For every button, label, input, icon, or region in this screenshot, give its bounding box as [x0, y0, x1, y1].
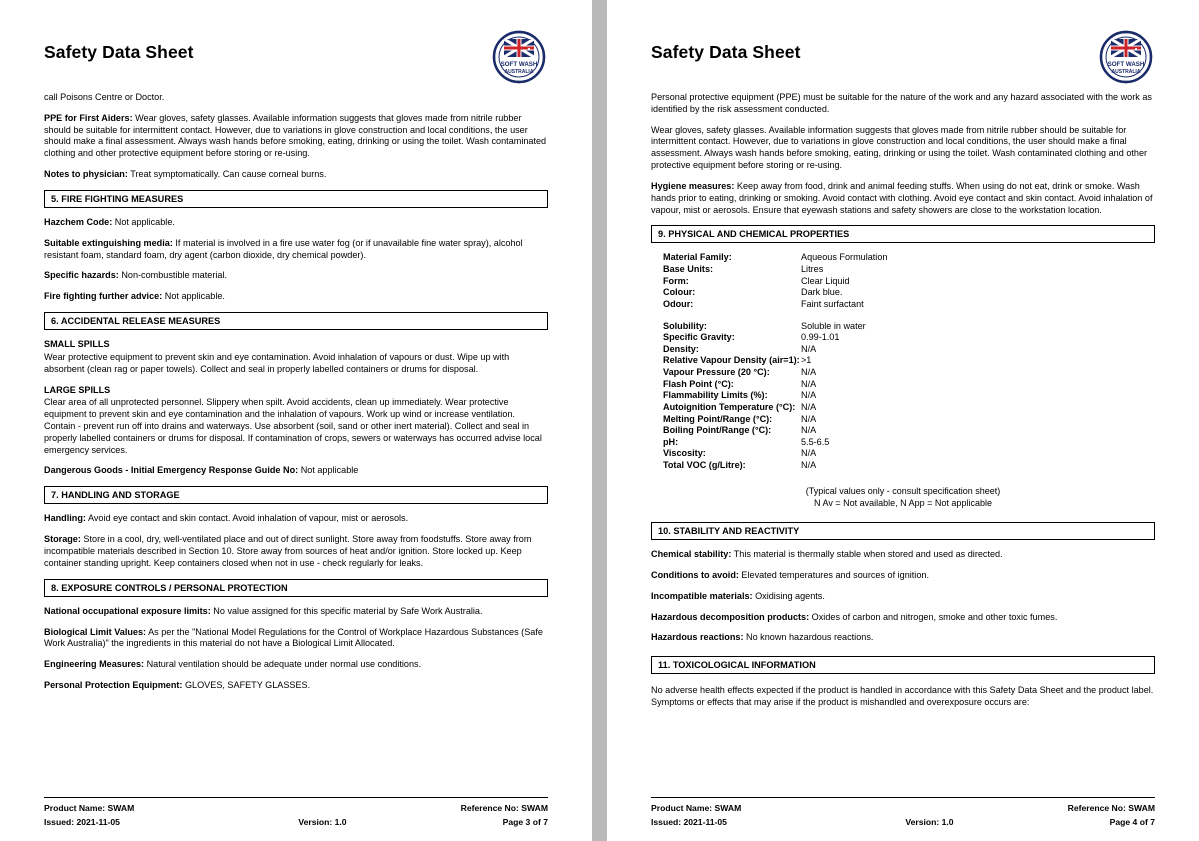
table-spacer — [663, 311, 1155, 321]
page-footer — [44, 797, 548, 829]
physical-properties-table — [663, 252, 1155, 471]
notes-to-physician-paragraph — [44, 169, 548, 181]
page-header — [44, 34, 548, 92]
svg-text:SOFT WASH: SOFT WASH — [1107, 61, 1145, 68]
property-value: N/A — [801, 448, 817, 459]
ppe-first-aiders-label: PPE for First Aiders: — [44, 112, 133, 123]
fire-advice-text: Not applicable. — [162, 291, 225, 302]
section-heading-10: 10. STABILITY AND REACTIVITY — [651, 522, 1155, 540]
property-value: N/A — [801, 378, 817, 389]
footer-reference-no: Reference No: SWAM — [1067, 803, 1155, 814]
property-key: Boiling Point/Range (°C): — [663, 425, 772, 436]
page-footer — [651, 797, 1155, 829]
decomposition-products-text: Oxides of carbon and nitrogen, smoke and other toxic fumes. — [809, 611, 1058, 622]
storage-label: Storage: — [44, 534, 81, 545]
property-value: N/A — [801, 413, 817, 424]
engineering-measures-text: Natural ventilation should be adequate under normal use conditions. — [144, 659, 422, 670]
svg-text:AUSTRALIA: AUSTRALIA — [1111, 69, 1141, 75]
chemical-stability-label: Chemical stability: — [651, 549, 732, 560]
storage-paragraph — [44, 534, 548, 569]
page-body — [651, 92, 1155, 709]
property-value: >1 — [801, 355, 812, 366]
biological-limit-label: Biological Limit Values: — [44, 626, 147, 637]
extinguishing-media-paragraph — [44, 238, 548, 262]
table-row — [663, 355, 1155, 367]
property-value: Clear Liquid — [801, 275, 850, 286]
gloves-advice-text: Wear gloves, safety glasses. Available information suggests that gloves made from nitrile rubber should be suitable for intermittent contact. However, due to variations in glove construction and local conditions, the user should make a final assessment. Always wash hands before smoking, eating, drinking or using the toilet. Wash contaminated clothing and other protective equipment before storing or re-using. — [651, 124, 1148, 171]
footer-product-name: Product Name: SWAM — [44, 803, 135, 814]
section-heading-11: 11. TOXICOLOGICAL INFORMATION — [651, 656, 1155, 674]
notes-to-physician-text: Treat symptomatically. Can cause corneal burns. — [127, 169, 327, 180]
specific-hazards-label: Specific hazards: — [44, 270, 119, 281]
ppe-first-aiders-text: Wear gloves, safety glasses. Available information suggests that gloves made from nitrile rubber should be suitable for intermittent contact. However, due to variations in glove construction and local conditions, the user should make a final assessment. Always wash hands before smoking, eating, drinking or using the toilet. Wash contaminated clothing and other protective equipment before storing or re-using. — [44, 112, 547, 159]
toxicological-text: No adverse health effects expected if the product is handled in accordance with this Safety Data Sheet and the product label. Symptoms or effects that may arise if the product is mishandled and overexposure occurs are: — [651, 685, 1154, 708]
table-row — [663, 252, 1155, 264]
footer-row-bottom — [44, 816, 548, 829]
table-row — [663, 390, 1155, 402]
property-key: Material Family: — [663, 252, 732, 263]
small-spills-text: Wear protective equipment to prevent skin and eye contamination. Avoid inhalation of vapours or dust. Wipe up with absorbent (clean rag or paper towels). Collect and seal in properly labelled containers or drums for disposal. — [44, 351, 510, 374]
occupational-exposure-paragraph — [44, 606, 548, 618]
property-key: Specific Gravity: — [663, 332, 735, 343]
decomposition-products-label: Hazardous decomposition products: — [651, 611, 810, 622]
page-body — [44, 92, 548, 692]
hygiene-measures-text: Keep away from food, drink and animal feeding stuffs. When using do not eat, drink or smoke. Wash hands prior to eating, drinking or smoking. Avoid contact with clothing. Avoid eye contact and skin contact. Avoid inhalation of vapour, mist or aerosols. Ensure that eyewash stations and safety showers are close to the workstation location. — [651, 180, 1153, 215]
personal-protection-equipment-label: Personal Protection Equipment: — [44, 680, 183, 690]
section-heading-7: 7. HANDLING AND STORAGE — [44, 486, 548, 504]
specific-hazards-text: Non-combustible material. — [118, 270, 227, 281]
property-key: Autoignition Temperature (°C): — [663, 401, 796, 412]
hazardous-reactions-paragraph — [651, 632, 1155, 644]
incompatible-materials-text: Oxidising agents. — [752, 590, 825, 601]
table-row — [663, 448, 1155, 460]
handling-text: Avoid eye contact and skin contact. Avoid inhalation of vapour, mist or aerosols. — [85, 513, 409, 524]
hazchem-paragraph — [44, 217, 548, 229]
property-key: Relative Vapour Density (air=1): — [663, 355, 800, 366]
biological-limit-paragraph — [44, 627, 548, 651]
property-value: Aqueous Formulation — [801, 252, 888, 263]
table-row — [663, 287, 1155, 299]
footer-reference-no: Reference No: SWAM — [460, 803, 548, 814]
property-value: N/A — [801, 343, 817, 354]
specific-hazards-paragraph — [44, 270, 548, 282]
page-gutter — [592, 0, 607, 841]
svg-text:SOFT WASH: SOFT WASH — [500, 61, 538, 68]
conditions-to-avoid-label: Conditions to avoid: — [651, 569, 739, 580]
footer-issued: Issued: 2021-11-05 — [651, 816, 727, 827]
table-row — [663, 414, 1155, 426]
property-key: Form: — [663, 275, 689, 286]
table-row — [663, 321, 1155, 333]
property-key: Flash Point (°C): — [663, 378, 734, 389]
property-value: Litres — [801, 264, 824, 275]
dangerous-goods-guide-text: Not applicable — [298, 465, 359, 476]
occupational-exposure-text: No value assigned for this specific material by Safe Work Australia. — [210, 605, 483, 616]
footer-version: Version: 1.0 — [298, 816, 347, 827]
property-value: N/A — [801, 460, 817, 471]
dangerous-goods-guide-label: Dangerous Goods - Initial Emergency Response Guide No: — [44, 465, 299, 476]
section-heading-9: 9. PHYSICAL AND CHEMICAL PROPERTIES — [651, 225, 1155, 243]
incompatible-materials-paragraph — [651, 591, 1155, 603]
storage-text: Store in a cool, dry, well-ventilated place and out of direct sunlight. Store away from foodstuffs. Store away from incompatible materials described in Section 10. Store away from sources of heat and/or ignition. Store locked up. Keep container standing upright. Keep containers closed when not in use - check regularly for leaks. — [44, 534, 532, 568]
property-value: N/A — [801, 401, 817, 412]
engineering-measures-label: Engineering Measures: — [44, 659, 145, 670]
table-row — [663, 299, 1155, 311]
hazardous-reactions-text: No known hazardous reactions. — [743, 632, 874, 643]
personal-protection-equipment-paragraph — [44, 680, 548, 692]
section-heading-5: 5. FIRE FIGHTING MEASURES — [44, 190, 548, 208]
page-header — [651, 34, 1155, 92]
property-value: 5.5-6.5 — [801, 436, 830, 447]
notes-to-physician-label: Notes to physician: — [44, 169, 128, 180]
fire-advice-label: Fire fighting further advice: — [44, 291, 163, 302]
ppe-requirement-text: Personal protective equipment (PPE) must be suitable for the nature of the work and any hazard associated with the work as identified by the risk assessment conducted. — [651, 92, 1152, 114]
large-spills-text: Clear area of all unprotected personnel. Slippery when spilt. Avoid accidents, clean up immediately. Wear protective equipment to prevent skin and eye contamination and the inhalation of vapours. Work up wind or increase ventilation. Contain - prevent run off into drains and waterways. Use absorbent (soil, sand or other inert material). Collect and seal in properly labelled containers or drums for disposal. If contamination of crops, sewers or waterways has occurred advise local emergency services. — [44, 397, 542, 455]
property-value: N/A — [801, 390, 817, 401]
table-row — [663, 264, 1155, 276]
fire-advice-paragraph — [44, 291, 548, 303]
table-row — [663, 460, 1155, 472]
table-row — [663, 402, 1155, 414]
properties-note-line2: N Av = Not available, N App = Not applicable — [814, 497, 992, 508]
handling-paragraph — [44, 513, 548, 525]
property-value: Dark blue. — [801, 287, 843, 298]
large-spills-heading: LARGE SPILLS — [44, 384, 111, 395]
small-spills-heading: SMALL SPILLS — [44, 339, 110, 350]
hazchem-label: Hazchem Code: — [44, 216, 113, 227]
property-value: Faint surfactant — [801, 298, 864, 309]
hygiene-measures-label: Hygiene measures: — [651, 180, 735, 191]
table-row — [663, 276, 1155, 288]
table-row — [663, 367, 1155, 379]
property-value: Soluble in water — [801, 320, 866, 331]
property-key: Colour: — [663, 287, 696, 298]
footer-product-name: Product Name: SWAM — [651, 803, 742, 814]
extinguishing-media-label: Suitable extinguishing media: — [44, 237, 173, 248]
properties-note-line1: (Typical values only - consult specification sheet) — [805, 485, 1001, 496]
svg-text:AUSTRALIA: AUSTRALIA — [504, 69, 534, 75]
properties-note — [651, 485, 1155, 509]
personal-protection-equipment-text: GLOVES, SAFETY GLASSES. — [182, 680, 311, 690]
hazchem-text: Not applicable. — [112, 216, 175, 227]
biological-limit-text: As per the "National Model Regulations for the Control of Workplace Hazardous Substances (Safe Work Australia)" the ingredients in this material do not have a Biological Limit Allocated. — [44, 626, 543, 649]
table-row — [663, 425, 1155, 437]
table-row — [663, 379, 1155, 391]
page-title: Safety Data Sheet — [651, 42, 801, 62]
property-key: Base Units: — [663, 264, 714, 275]
footer-page-number: Page 4 of 7 — [1109, 816, 1155, 827]
table-row — [663, 344, 1155, 356]
intro-text: call Poisons Centre or Doctor. — [44, 92, 165, 102]
property-key: Vapour Pressure (20 °C): — [663, 367, 770, 378]
soft-wash-australia-logo-icon — [492, 30, 546, 84]
property-value: N/A — [801, 367, 817, 378]
property-key: Flammability Limits (%): — [663, 390, 768, 401]
property-key: Total VOC (g/Litre): — [663, 460, 746, 471]
soft-wash-australia-logo-icon — [1099, 30, 1153, 84]
occupational-exposure-label: National occupational exposure limits: — [44, 605, 211, 616]
footer-row-top — [44, 802, 548, 815]
chemical-stability-text: This material is thermally stable when stored and used as directed. — [731, 549, 1003, 560]
table-row — [663, 437, 1155, 449]
footer-page-number: Page 3 of 7 — [502, 816, 548, 827]
footer-row-bottom — [651, 816, 1155, 829]
page-4 — [607, 0, 1199, 841]
handling-label: Handling: — [44, 513, 86, 524]
ppe-first-aiders-paragraph — [44, 113, 548, 160]
property-key: Melting Point/Range (°C): — [663, 413, 773, 424]
incompatible-materials-label: Incompatible materials: — [651, 590, 753, 601]
engineering-measures-paragraph — [44, 659, 548, 671]
extinguishing-media-text: If material is involved in a fire use water fog (or if unavailable fine water spray), alcohol resistant foam, standard foam, dry agent (carbon dioxide, dry chemical powder). — [44, 237, 523, 260]
section-heading-6: 6. ACCIDENTAL RELEASE MEASURES — [44, 312, 548, 330]
decomposition-products-paragraph — [651, 612, 1155, 624]
property-key: Odour: — [663, 298, 694, 309]
property-key: pH: — [663, 436, 679, 447]
footer-issued: Issued: 2021-11-05 — [44, 816, 120, 827]
page-3 — [0, 0, 592, 841]
table-row — [663, 332, 1155, 344]
property-value: N/A — [801, 425, 817, 436]
footer-row-top — [651, 802, 1155, 815]
property-key: Solubility: — [663, 320, 707, 331]
chemical-stability-paragraph — [651, 549, 1155, 561]
conditions-to-avoid-paragraph — [651, 570, 1155, 582]
property-value: 0.99-1.01 — [801, 332, 840, 343]
section-heading-8: 8. EXPOSURE CONTROLS / PERSONAL PROTECTION — [44, 579, 548, 597]
property-key: Viscosity: — [663, 448, 706, 459]
dangerous-goods-guide-paragraph — [44, 465, 548, 477]
hygiene-measures-paragraph — [651, 181, 1155, 216]
page-title: Safety Data Sheet — [44, 42, 194, 62]
footer-version: Version: 1.0 — [905, 816, 954, 827]
conditions-to-avoid-text: Elevated temperatures and sources of ignition. — [738, 569, 929, 580]
hazardous-reactions-label: Hazardous reactions: — [651, 632, 744, 643]
property-key: Density: — [663, 343, 699, 354]
